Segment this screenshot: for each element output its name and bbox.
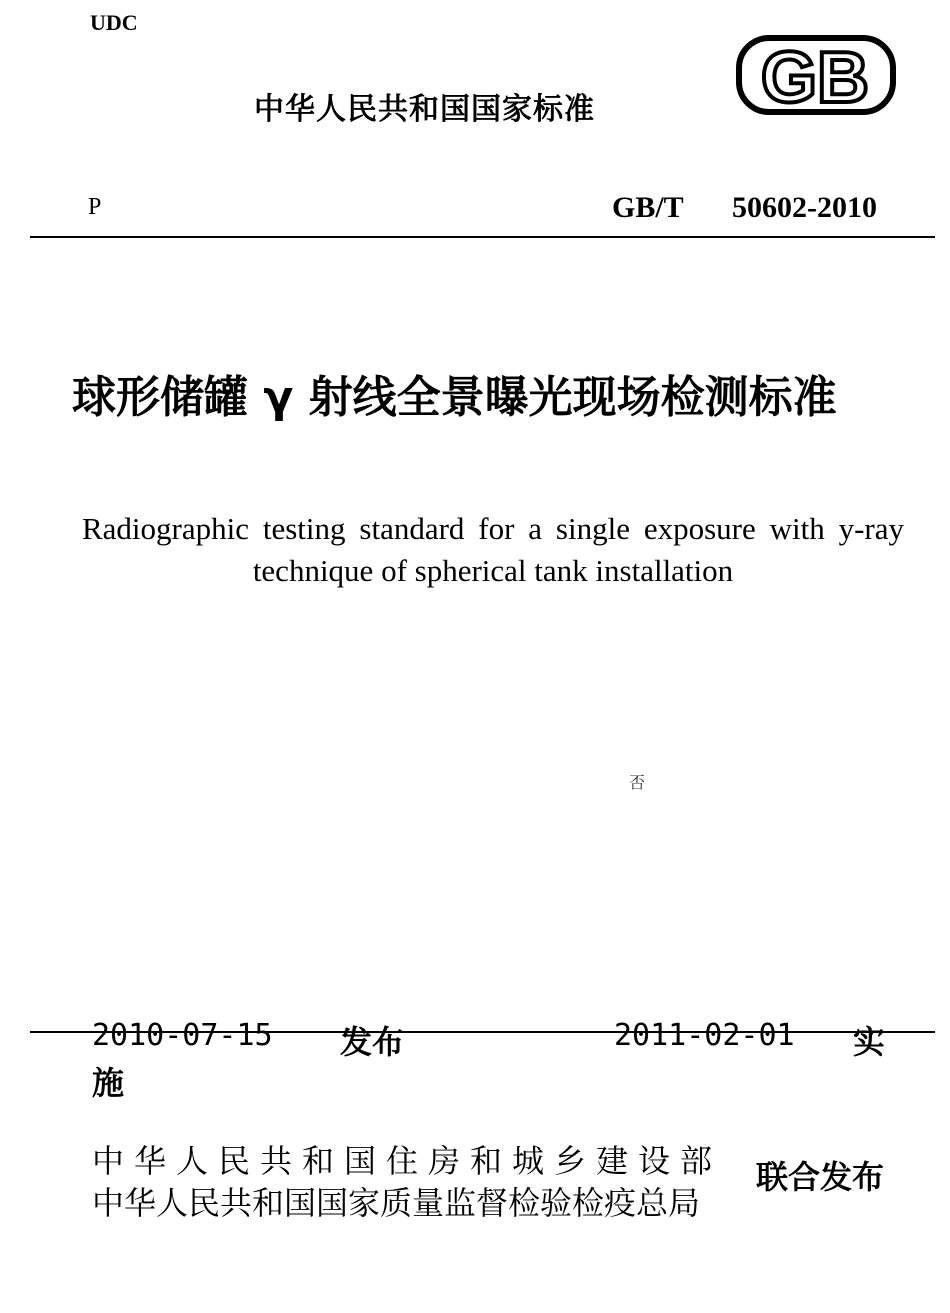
issue-label: 发布 xyxy=(340,1023,405,1061)
issuer-line-1: 中华人民共和国住房和城乡建设部 xyxy=(92,1142,723,1180)
implement-date: 2011-02-01 xyxy=(614,1018,795,1053)
implement-label-part1: 实 xyxy=(853,1023,886,1061)
standard-type-heading: 中华人民共和国国家标准 xyxy=(254,92,595,127)
implement-label-part2: 施 xyxy=(92,1064,125,1102)
stray-mark: 否 xyxy=(629,773,646,792)
gb-logo xyxy=(733,30,898,120)
header-rule xyxy=(30,236,935,238)
udc-label: UDC xyxy=(90,10,138,35)
issuer-line-2: 中华人民共和国国家质量监督检验检疫总局 xyxy=(92,1184,701,1222)
title-english: Radiographic testing standard for a single exposure with y-ray technique of spherical tank installation xyxy=(82,511,904,588)
joint-issue-label: 联合发布 xyxy=(756,1158,885,1196)
issue-date: 2010-07-15 xyxy=(92,1018,273,1053)
standard-code-number: 50602-2010 xyxy=(732,191,877,224)
standard-code-prefix: GB/T xyxy=(612,191,684,224)
gb-logo-text: GB xyxy=(761,38,869,118)
title-chinese: 球形储罐 γ 射线全景曝光现场检测标准 xyxy=(72,372,837,423)
classification-code: P xyxy=(88,194,102,220)
